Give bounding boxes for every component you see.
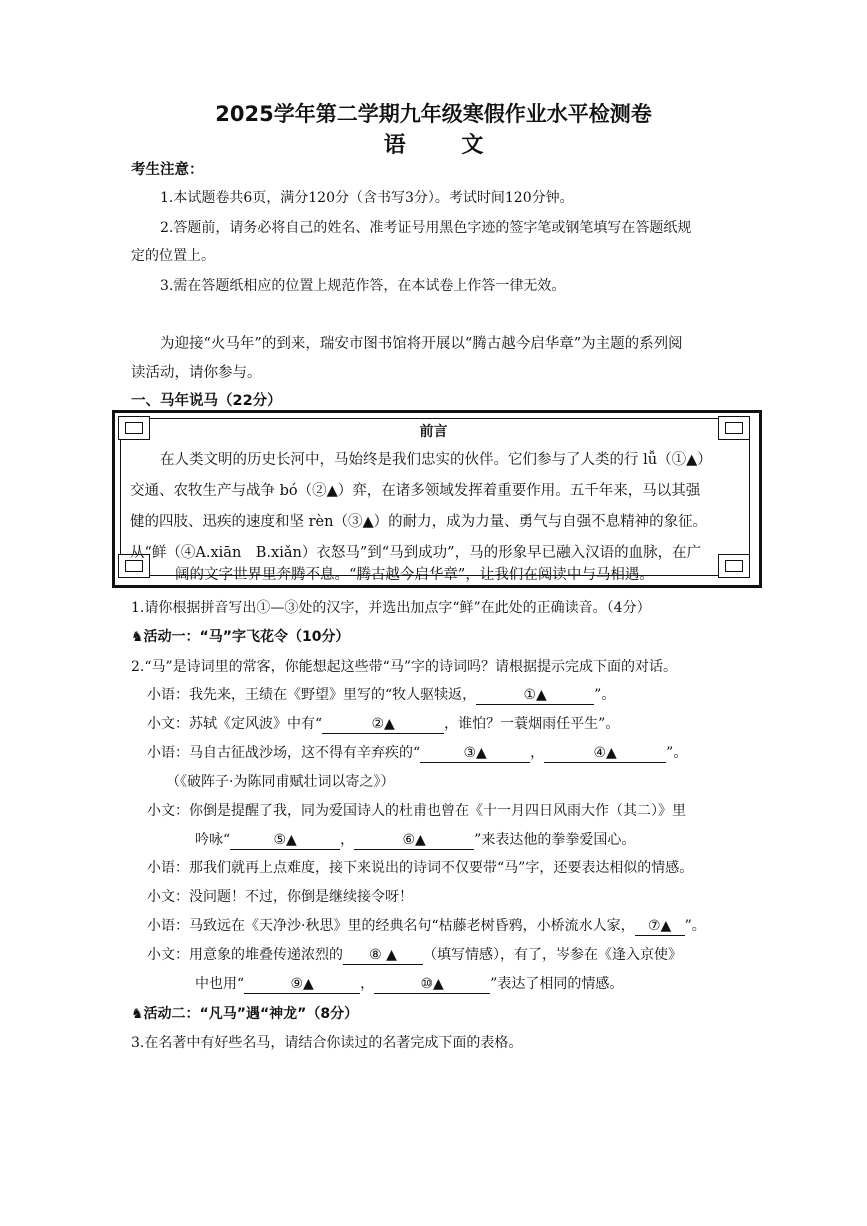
dialog-text: 吟咏“	[195, 832, 231, 848]
notice-item-2: 2.答题前，请务必将自己的姓名、准考证号用黑色字迹的签字笔或钢笔填写在答题纸规	[160, 220, 692, 236]
answer-blank-4[interactable]: ④▲	[544, 744, 666, 763]
dialog-text: ，	[530, 745, 545, 761]
preface-line-2: 交通、农牧生产与战争 bó（②▲）弈，在诸多领域发挥着重要作用。五千年来，马以其强	[130, 483, 701, 499]
dialog-line-1	[147, 684, 615, 705]
preface-line-1: 在人类文明的历史长河中，马始终是我们忠实的伙伴。它们参与了人类的行 lǚ（①▲）	[160, 452, 712, 468]
dialog-text: 小文：用意象的堆叠传递浓烈的	[147, 947, 343, 963]
dialog-line-2	[147, 713, 619, 734]
answer-blank-5[interactable]: ⑤▲	[230, 831, 340, 850]
question-1: 1.请你根据拼音写出①—③处的汉字，并选出加点字“鲜”在此处的正确读音。（4分）	[131, 600, 651, 616]
notice-item-3: 3.需在答题纸相应的位置上规范作答，在本试卷上作答一律无效。	[160, 278, 566, 294]
activity-2-heading: ♞活动二：“凡马”遇“神龙”（8分）	[131, 1006, 359, 1022]
dialog-text: 小文：苏轼《定风波》中有“	[147, 716, 323, 732]
dialog-text: ”来表达他的拳拳爱国心。	[474, 832, 636, 848]
dialog-text: 中也用“	[195, 976, 245, 992]
intro-line-2: 读活动，请你参与。	[131, 365, 262, 381]
answer-blank-6[interactable]: ⑥▲	[354, 831, 474, 850]
preface-title: 前言	[419, 424, 448, 440]
dialog-text: 小语：马致远在《天净沙·秋思》里的经典名句“枯藤老树昏鸦，小桥流水人家，	[147, 918, 635, 934]
dialog-text: ”表达了相同的情感。	[490, 976, 624, 992]
dialog-line-3	[147, 742, 687, 763]
dialog-line-4: 小文：你倒是提醒了我，同为爱国诗人的杜甫也曾在《十一月四日风雨大作（其二）》里	[147, 803, 686, 819]
dialog-text: ”。	[684, 918, 706, 934]
dialog-text: 小语：我先来，王绩在《野望》里写的“牧人驱犊返，	[147, 687, 477, 703]
exam-title: 2025学年第二学期九年级寒假作业水平检测卷	[215, 102, 652, 126]
preface-line-3: 健的四肢、迅疾的速度和坚 rèn（③▲）的耐力，成为力量、勇气与自强不息精神的象征。	[130, 514, 708, 530]
answer-blank-10[interactable]: ⑩▲	[374, 975, 490, 994]
dialog-line-5: 小语：那我们就再上点难度，接下来说出的诗词不仅要带“马”字，还要表达相似的情感。	[147, 860, 694, 876]
dialog-text: ”。	[666, 745, 688, 761]
dialog-text: ，	[360, 976, 375, 992]
answer-blank-9[interactable]: ⑨▲	[244, 975, 360, 994]
dialog-text: ，	[340, 832, 355, 848]
preface-line-5: 阔的文字世界里奔腾不息。“腾古越今启华章”，让我们在阅读中与马相遇。	[175, 567, 654, 583]
answer-blank-7[interactable]: ⑦▲	[635, 917, 685, 936]
dialog-line-8-cont	[195, 973, 623, 994]
answer-blank-2[interactable]: ②▲	[322, 715, 444, 734]
dialog-line-4-cont	[195, 829, 635, 850]
dialog-line-8	[147, 944, 682, 965]
notice-item-1: 1.本试题卷共6页，满分120分（含书写3分）。考试时间120分钟。	[160, 190, 574, 206]
section-1-heading: 一、马年说马（22分）	[131, 393, 282, 409]
dialog-source: （《破阵子·为陈同甫赋壮词以寄之》）	[166, 774, 395, 790]
answer-blank-1[interactable]: ①▲	[476, 686, 594, 705]
dialog-text: 小语：马自古征战沙场，这不得有辛弃疾的“	[147, 745, 421, 761]
dialog-text: ”。	[594, 687, 616, 703]
answer-blank-8[interactable]: ⑧ ▲	[343, 946, 423, 965]
dialog-line-6: 小文：没问题！不过，你倒是继续接令呀！	[147, 889, 413, 905]
question-2-stem: 2.“马”是诗词里的常客，你能想起这些带“马”字的诗词吗？请根据提示完成下面的对话。	[131, 659, 677, 675]
dialog-text: ，谁怕？一蓑烟雨任平生”。	[444, 716, 620, 732]
answer-blank-3[interactable]: ③▲	[420, 744, 530, 763]
intro-line-1: 为迎接“火马年”的到来，瑞安市图书馆将开展以“腾古越今启华章”为主题的系列阅	[160, 336, 683, 352]
activity-1-heading: ♞活动一：“马”字飞花令（10分）	[131, 629, 350, 645]
dialog-line-7	[147, 915, 706, 936]
dialog-text: （填写情感），有了，岑参在《逢入京使》	[423, 947, 682, 963]
subject-title: 语 文	[383, 133, 508, 158]
preface-line-4: 从“鲜（④A.xiān B.xiǎn）衣怒马”到“马到成功”，马的形象早已融入汉语的血脉，在广	[130, 545, 702, 561]
question-3: 3.在名著中有好些名马，请结合你读过的名著完成下面的表格。	[131, 1035, 523, 1051]
notice-heading: 考生注意：	[131, 162, 204, 178]
notice-item-2-cont: 定的位置上。	[131, 248, 215, 264]
